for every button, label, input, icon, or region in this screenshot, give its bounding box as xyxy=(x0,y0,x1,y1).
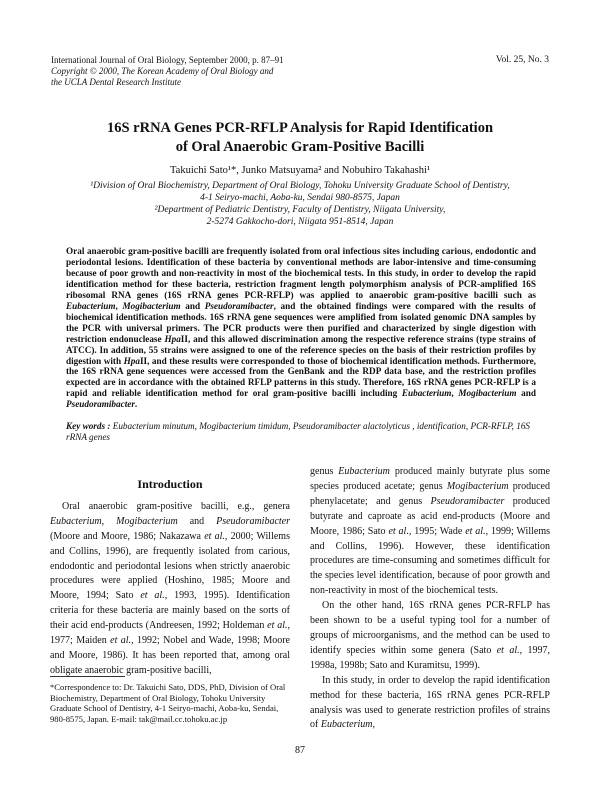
body-paragraph xyxy=(310,674,550,734)
body-text: , xyxy=(372,719,375,731)
et-al: et al. xyxy=(110,635,132,647)
copyright-line-2: the UCLA Dental Research Institute xyxy=(51,77,181,87)
body-text: Oral anaerobic gram-positive bacilli, e.g., genera xyxy=(62,500,290,512)
body-text: , xyxy=(101,515,117,527)
abstract-text: and xyxy=(516,388,536,399)
body-text: produced phenylacetate; and genus xyxy=(310,480,550,507)
body-text: genus xyxy=(310,466,339,477)
genus-name: Eubacterium xyxy=(50,515,102,527)
genus-name: Pseudoramibacter xyxy=(66,399,135,410)
keywords-text: Eubacterium minutum, Mogibacterium timidum, Pseudoramibacter alactolyticus , identification, PCR-RFLP, 16S rRNA genes xyxy=(66,421,531,442)
body-text: , 1977; Maiden xyxy=(50,620,290,647)
et-al: et al. xyxy=(465,525,486,537)
body-text: produced mainly butyrate plus some species produced acetate; genus xyxy=(310,466,550,492)
volume-issue: Vol. 25, No. 3 xyxy=(495,55,549,65)
abstract-text: and xyxy=(180,300,205,311)
paper-title xyxy=(0,119,600,157)
abstract-text: , and the obtained findings were compared with the results of biochemical identification methods. 16S rRNA gene sequences were amplified from isolated genomic DNA samples by the PCR with universal primers. The PCR products were then purified and characterized by single digestion with restriction endonuclease xyxy=(66,300,536,344)
genus-name: Mogibacterium xyxy=(116,515,178,527)
affiliations xyxy=(0,180,600,228)
affiliation-line-4: 2-5274 Gakkocho-dori, Niigata 951-8514, Japan xyxy=(206,217,394,227)
journal-header xyxy=(51,55,284,88)
et-al: et al. xyxy=(388,525,409,537)
abstract-text: . xyxy=(134,399,138,410)
affiliation-line-1: ¹Division of Oral Biochemistry, Department of Oral Biology, Tohoku University Graduate School of Dentistry, xyxy=(90,181,510,191)
abstract-text: II, and this allowed discrimination among the respective reference strains (type strains of ATCC). In addition, 55 strains were assigned to one of the reference species on the basis of their restriction profiles by digestion with xyxy=(66,333,536,366)
body-text: , 1997, 1998a, 1998b; Sato and Kuramitsu, 1999). xyxy=(310,644,551,671)
body-text: In this study, in order to develop the rapid identification method for these bacteria, 16S rRNA genes PCR-RFLP analysis was used to generate restriction profiles of strains of xyxy=(310,674,550,731)
body-text: (Moore and Moore, 1986; Nakazawa xyxy=(50,530,205,542)
et-al: et al. xyxy=(267,620,288,632)
copyright-line: Copyright © 2000, The Korean Academy of Oral Biology and xyxy=(51,66,274,76)
genus-name: Pseudoramibacter xyxy=(430,495,505,507)
genus-name: Eubacterium xyxy=(401,388,452,399)
affiliation-line-2: 4-1 Seiryo-machi, Aoba-ku, Sendai 980-8575, Japan xyxy=(200,193,400,203)
abstract-text: II, and these results were corresponded to those of biochemical identification methods. Furthermore, the 16S rRNA gene sequences were accessed from the GenBank and the RDP data base, and the restriction profiles expected are in accordance with the obtained RFLP patterns in this study. Therefore, 16S rRNA genes PCR-RFLP is a rapid and reliable identification method for oral gram-positive bacilli including xyxy=(66,355,536,399)
body-paragraph xyxy=(310,599,550,674)
et-al: et al. xyxy=(140,590,165,602)
genus-name: Eubacterium xyxy=(320,719,373,731)
footnote-rule xyxy=(50,676,125,677)
body-paragraph xyxy=(310,465,550,599)
abstract-text: , xyxy=(115,300,123,311)
abstract-text: Oral anaerobic gram-positive bacilli are frequently isolated from oral infectious sites including carious, endodontic and periodontal lesions. Identification of these bacteria by conventional methods are labor-intensive and time-consuming because of poor growth and non-reactivity in most of the biochemical tests. In this study, in order to develop the rapid identification method for these bacteria, restriction fragment length polymorphism analysis of PCR-amplified 16S ribosomal RNA genes (16S rRNA genes PCR-RFLP) was applied to anaerobic gram-positive bacilli such as xyxy=(66,246,536,300)
correspondence-footnote: *Correspondence to: Dr. Takuichi Sato, DDS, PhD, Division of Oral Biochemistry, Department of Oral Biology, Tohoku University Graduate School of Dentistry, 4-1 Seiryo-machi, Aoba-ku, Sendai, 980-8575, Japan. E-mail: tak@mail.cc.tohoku.ac.jp xyxy=(50,682,286,724)
genus-name: Pseudoramibacter xyxy=(216,515,290,527)
genus-name: Pseudoramibacter xyxy=(204,300,274,311)
enzyme-name: Hpa xyxy=(164,333,181,344)
enzyme-name: Hpa xyxy=(123,355,140,366)
section-heading: Introduction xyxy=(137,477,203,491)
body-text: , 1999; Willems and Collins, 1996). However, these identification procedures are time-consuming and sometimes difficult for the species level identification, because of poor growth and non-reactivity in most of the biochemical tests. xyxy=(310,525,550,597)
genus-name: Mogibacterium xyxy=(458,388,517,399)
left-column xyxy=(50,477,290,679)
genus-name: Mogibacterium xyxy=(446,480,509,492)
title-line-2: of Oral Anaerobic Gram-Positive Bacilli xyxy=(175,139,425,155)
title-line-1: 16S rRNA Genes PCR-RFLP Analysis for Rapid Identification xyxy=(106,120,494,136)
body-text: , 1995; Wade xyxy=(408,525,466,537)
journal-citation: International Journal of Oral Biology, September 2000, p. 87–91 xyxy=(51,55,284,65)
genus-name: Eubacterium xyxy=(338,466,390,477)
body-text: , 2000; Willems and Collins, 1996), are frequently isolated from carious, endodontic and periodontal lesions when strictly anaerobic procedures were applied (Hoshino, 1985; Moore and Moore, 1994; Sato xyxy=(50,530,290,602)
keywords xyxy=(66,421,536,443)
et-al: et al. xyxy=(496,644,520,656)
body-text: produced butyrate and caproate as acid end-products (Moore and Moore, 1986; Sato xyxy=(310,495,550,537)
body-text: , 1992; Nobel and Wade, 1998; Moore and Moore, 1986). It has been reported that, among oral obligate anaerobic gram-positive bacilli, xyxy=(50,635,290,676)
genus-name: Mogibacterium xyxy=(122,300,181,311)
body-text: and xyxy=(177,515,217,527)
affiliation-line-3: ²Department of Pediatric Dentistry, Faculty of Dentistry, Niigata University, xyxy=(154,205,446,215)
author-list: Takuichi Sato¹*, Junko Matsuyama² and Nobuhiro Takahashi¹ xyxy=(169,165,431,176)
abstract xyxy=(66,246,536,410)
body-text: , 1993, 1995). Identification criteria for these bacteria are mainly based on the sorts of their acid end-products (Andreesen, 1992; Holdeman xyxy=(50,590,291,632)
page-number: 87 xyxy=(295,745,305,756)
right-column xyxy=(310,465,550,733)
intro-paragraph xyxy=(50,500,290,679)
genus-name: Eubacterium xyxy=(66,300,116,311)
keywords-label: Key words : xyxy=(66,421,111,431)
body-text: On the other hand, 16S rRNA genes PCR-RFLP has been shown to be a useful typing tool for a number of groups of microorganisms, and the method can be used to identify species within some genera (Sato xyxy=(310,600,550,656)
abstract-text: , xyxy=(451,388,459,399)
et-al: et al. xyxy=(204,530,225,542)
